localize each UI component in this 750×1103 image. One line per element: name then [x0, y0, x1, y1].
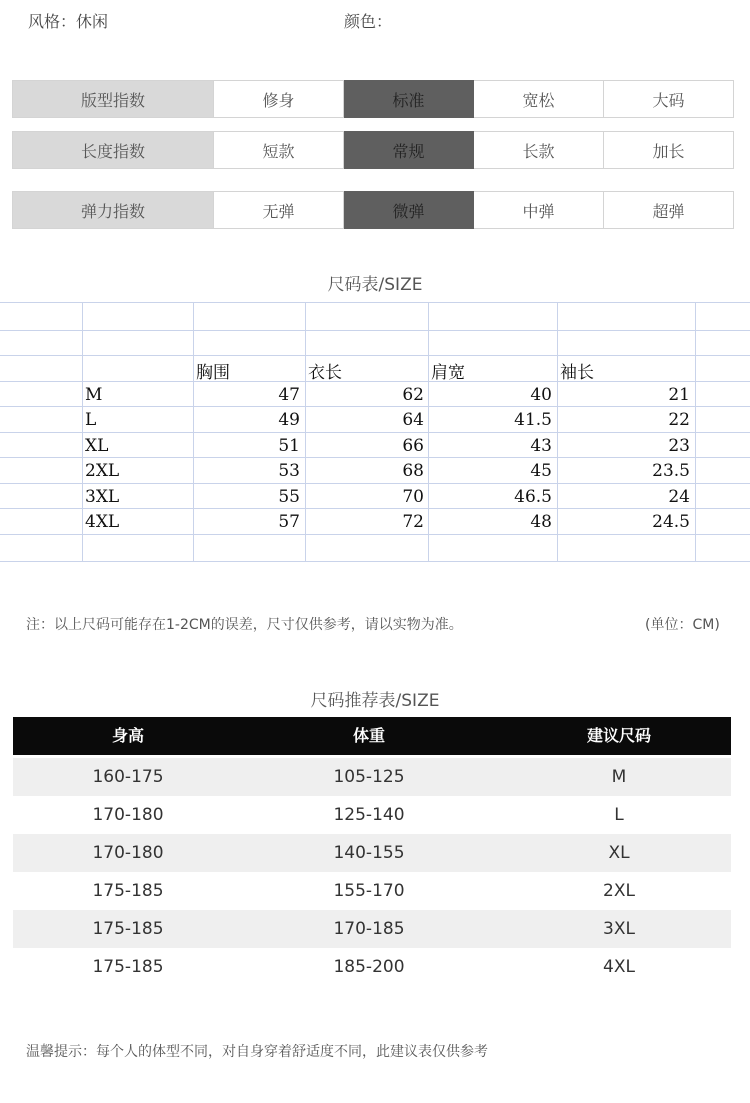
size-table-header	[0, 356, 750, 381]
sleeve-cell: 24	[668, 487, 690, 507]
size-cell: XL	[85, 436, 109, 456]
length-index-row	[12, 131, 734, 169]
length-index-label: 长度指数	[12, 131, 214, 169]
size-cell: M	[611, 767, 627, 787]
recommend-table-title: 尺码推荐表/SIZE	[310, 691, 440, 711]
height-cell: 170-180	[92, 843, 164, 863]
size-row	[0, 510, 750, 535]
size-cell: 3XL	[85, 487, 120, 507]
header-shoulder: 肩宽	[431, 363, 465, 383]
size-table	[0, 302, 750, 562]
sleeve-cell: 24.5	[652, 512, 690, 532]
fit-option: 宽松	[474, 80, 604, 118]
weight-cell: 125-140	[333, 805, 405, 825]
fit-index-row	[12, 80, 734, 118]
height-cell: 170-180	[92, 805, 164, 825]
shoulder-cell: 46.5	[514, 487, 552, 507]
recommend-row	[13, 834, 731, 872]
size-cell: XL	[608, 843, 630, 863]
length-cell: 72	[402, 512, 424, 532]
chest-cell: 49	[278, 410, 300, 430]
weight-cell: 170-185	[333, 919, 405, 939]
sleeve-cell: 23.5	[652, 461, 690, 481]
height-cell: 175-185	[92, 957, 164, 977]
elasticity-option: 超弹	[604, 191, 734, 229]
header-weight: 体重	[352, 726, 385, 745]
sleeve-cell: 22	[668, 410, 690, 430]
size-cell: 2XL	[603, 881, 635, 901]
fit-option-selected: 标准	[344, 80, 474, 118]
shoulder-cell: 41.5	[514, 410, 552, 430]
length-cell: 66	[402, 436, 424, 456]
header-sleeve: 袖长	[560, 363, 594, 383]
recommend-row	[13, 796, 731, 834]
height-cell: 175-185	[92, 919, 164, 939]
size-row	[0, 459, 750, 484]
sleeve-cell: 21	[668, 385, 690, 405]
elasticity-option: 中弹	[474, 191, 604, 229]
height-cell: 160-175	[92, 767, 164, 787]
fit-option: 大码	[604, 80, 734, 118]
length-option: 长款	[474, 131, 604, 169]
style-label: 风格：休闲	[28, 12, 109, 31]
weight-cell: 105-125	[333, 767, 405, 787]
size-cell: 2XL	[85, 461, 120, 481]
length-cell: 62	[402, 385, 424, 405]
size-row	[0, 383, 750, 408]
length-option-selected: 常规	[344, 131, 474, 169]
shoulder-cell: 45	[530, 461, 552, 481]
tolerance-note: 注：以上尺码可能存在1-2CM的误差，尺寸仅供参考，请以实物为准。	[26, 617, 463, 633]
chest-cell: 47	[278, 385, 300, 405]
sleeve-cell: 23	[668, 436, 690, 456]
chest-cell: 51	[278, 436, 300, 456]
size-cell: 4XL	[603, 957, 635, 977]
chest-cell: 57	[278, 512, 300, 532]
header-height: 身高	[111, 726, 144, 745]
length-option: 加长	[604, 131, 734, 169]
shoulder-cell: 40	[530, 385, 552, 405]
header-chest: 胸围	[196, 363, 230, 383]
weight-cell: 140-155	[333, 843, 405, 863]
length-option: 短款	[214, 131, 344, 169]
length-cell: 70	[402, 487, 424, 507]
friendly-tip: 温馨提示：每个人的体型不同，对自身穿着舒适度不同，此建议表仅供参考	[26, 1044, 488, 1060]
size-table-title: 尺码表/SIZE	[327, 275, 423, 295]
size-cell: 4XL	[85, 512, 120, 532]
size-row	[0, 434, 750, 459]
recommend-row	[13, 948, 731, 986]
size-cell: 3XL	[603, 919, 635, 939]
elasticity-option: 无弹	[214, 191, 344, 229]
length-cell: 64	[402, 410, 424, 430]
elasticity-index-label: 弹力指数	[12, 191, 214, 229]
size-row	[0, 485, 750, 510]
fit-index-label: 版型指数	[12, 80, 214, 118]
recommend-table-header	[13, 717, 731, 755]
height-cell: 175-185	[92, 881, 164, 901]
shoulder-cell: 43	[530, 436, 552, 456]
recommend-row	[13, 872, 731, 910]
recommend-row	[13, 758, 731, 796]
chest-cell: 55	[278, 487, 300, 507]
unit-note: (单位：CM)	[645, 617, 720, 633]
size-cell: L	[85, 410, 97, 430]
elasticity-option-selected: 微弹	[344, 191, 474, 229]
size-cell: L	[614, 805, 624, 825]
size-row	[0, 408, 750, 433]
size-cell: M	[85, 385, 103, 405]
header-length: 衣长	[308, 363, 342, 383]
recommend-row	[13, 910, 731, 948]
elasticity-index-row	[12, 191, 734, 229]
chest-cell: 53	[278, 461, 300, 481]
fit-option: 修身	[214, 80, 344, 118]
color-label: 颜色：	[344, 12, 393, 31]
shoulder-cell: 48	[530, 512, 552, 532]
weight-cell: 155-170	[333, 881, 405, 901]
header-suggested-size: 建议尺码	[586, 726, 651, 745]
weight-cell: 185-200	[333, 957, 405, 977]
length-cell: 68	[402, 461, 424, 481]
